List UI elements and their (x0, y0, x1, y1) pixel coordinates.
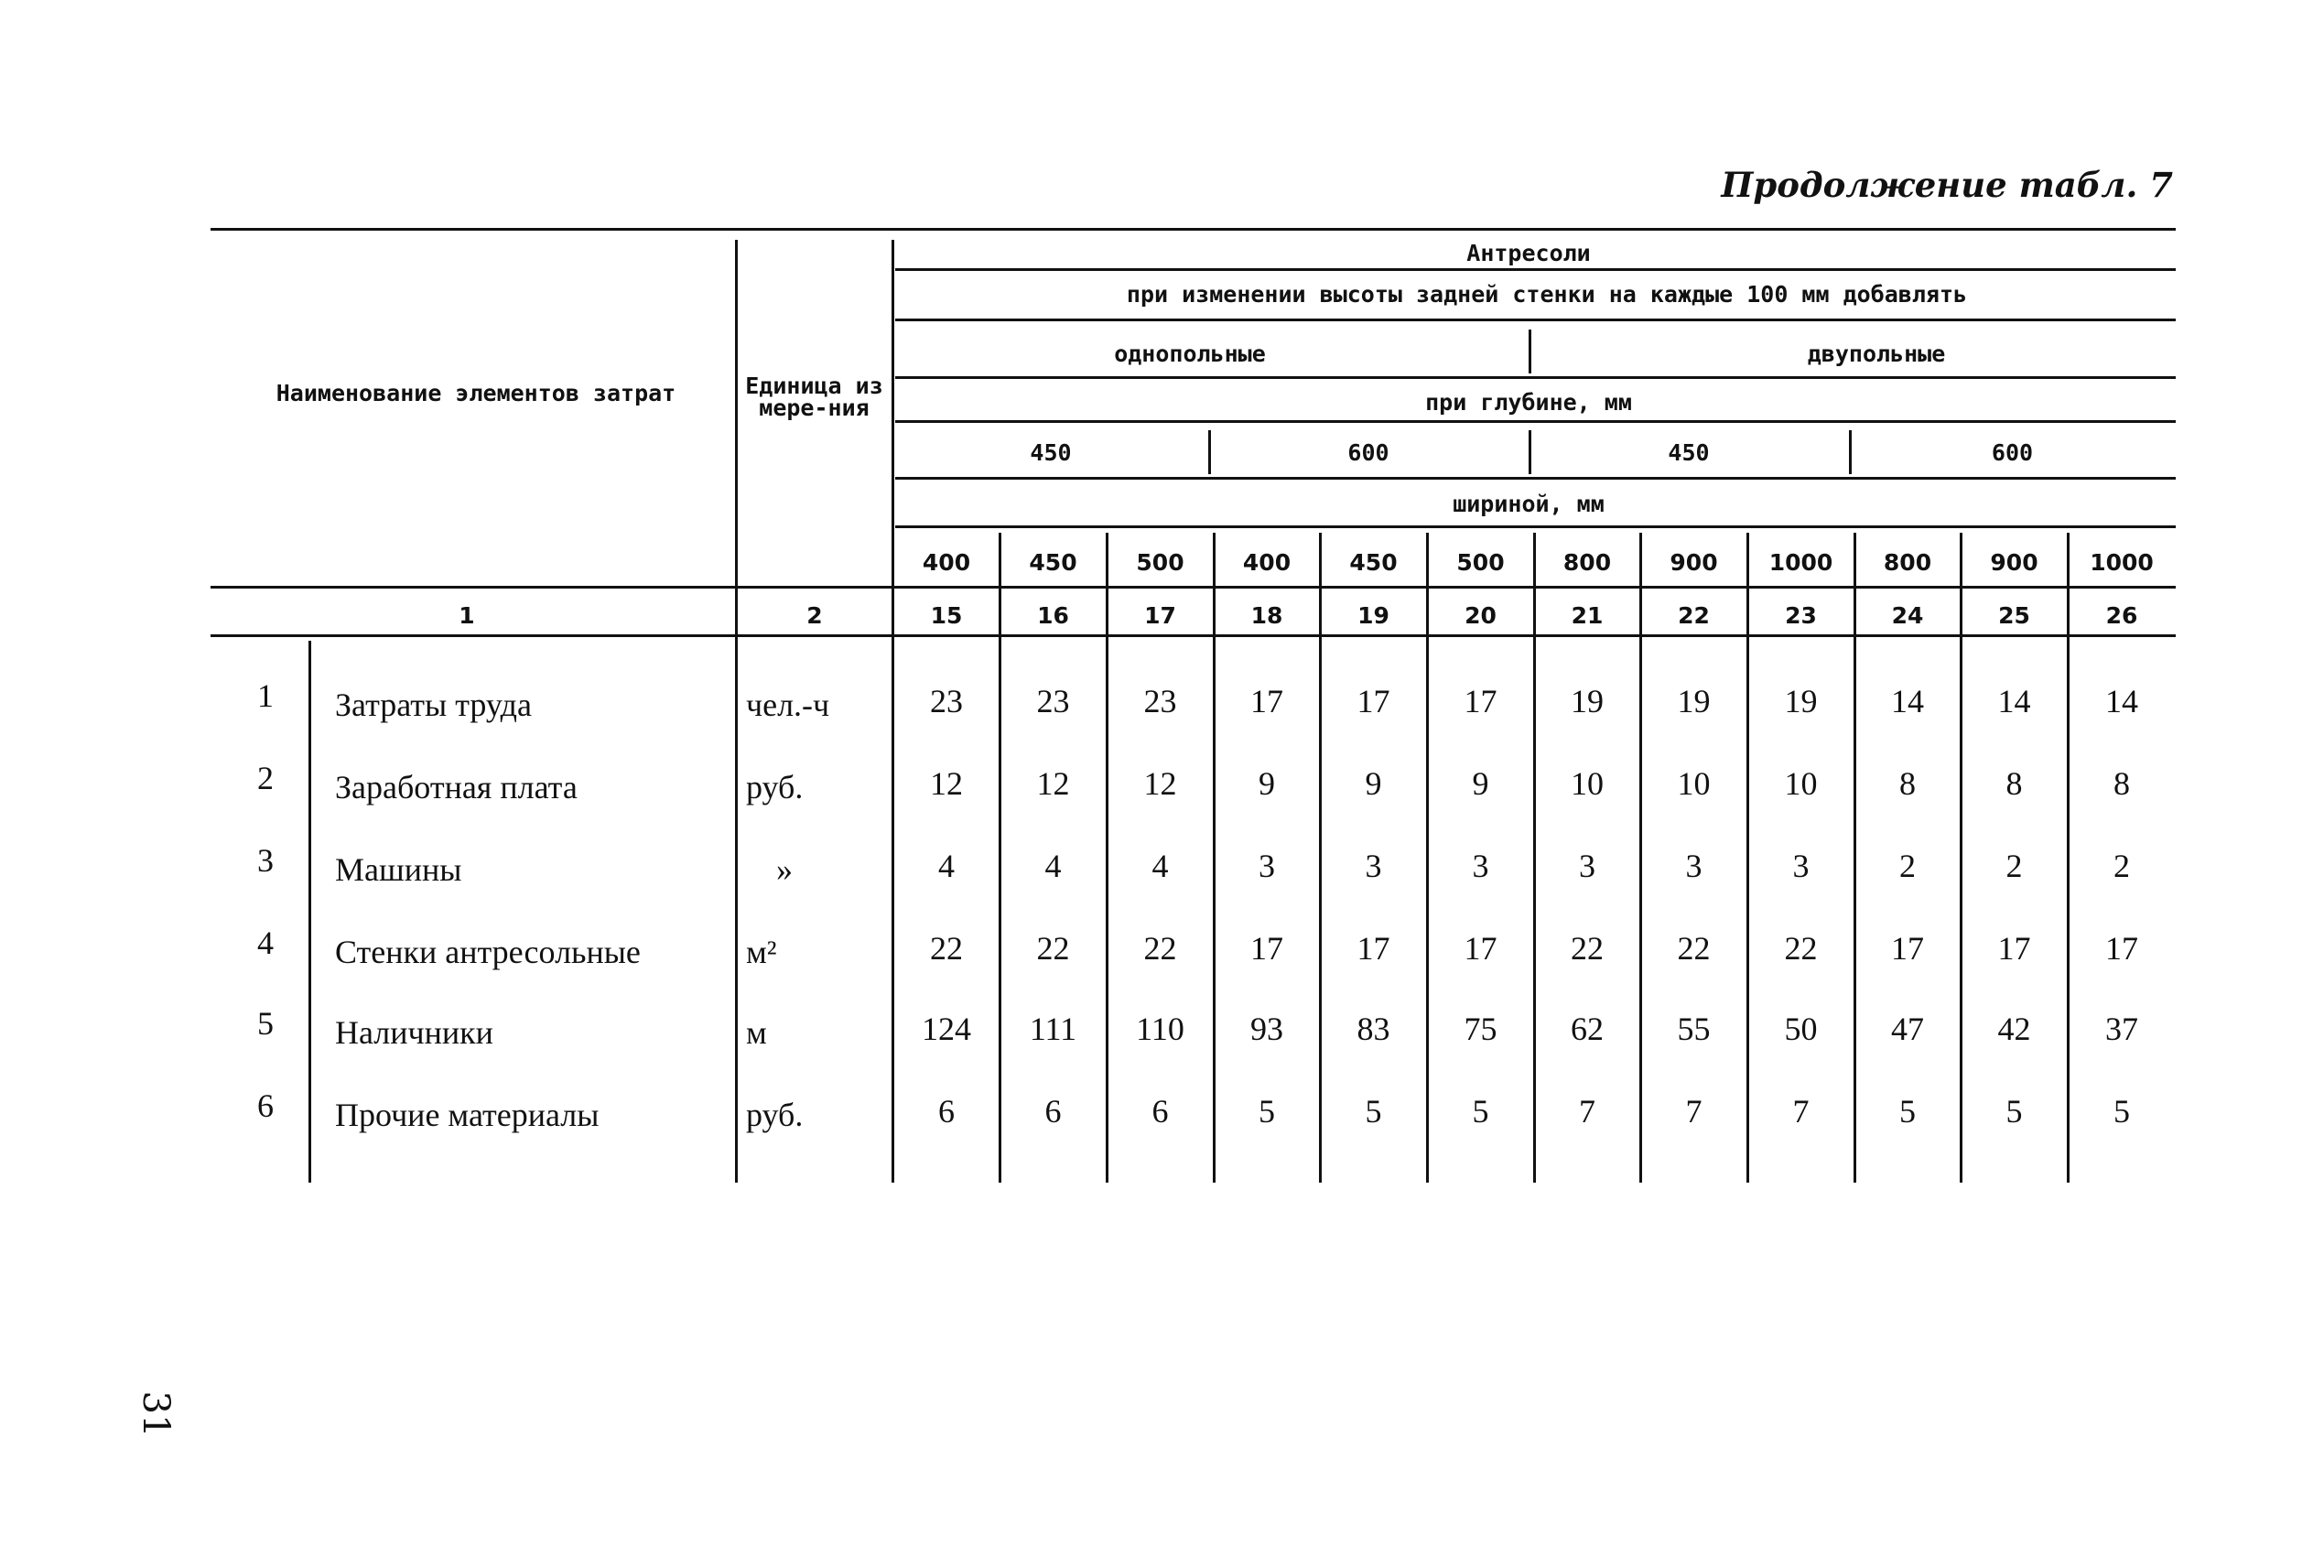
rule-v-data-col (1319, 533, 1322, 1183)
row-value: 17 (1464, 930, 1497, 967)
row-element-name: Машины (335, 851, 462, 888)
row-value: 22 (1784, 930, 1818, 967)
row-value: 10 (1784, 765, 1818, 802)
header-width-value: 800 (1883, 549, 1932, 576)
row-value: 3 (1365, 848, 1382, 884)
header-width-label: шириной, мм (1453, 491, 1605, 517)
row-value: 5 (1899, 1093, 1916, 1130)
column-number: 15 (930, 602, 963, 629)
rule-under-group (895, 268, 2176, 271)
row-index: 5 (257, 1005, 274, 1042)
row-index: 4 (257, 925, 274, 961)
row-value: 4 (1151, 848, 1169, 884)
row-value: 124 (922, 1011, 971, 1047)
rule-under-subtitle (895, 319, 2176, 321)
row-element-name: Наличники (335, 1014, 493, 1051)
row-value: 7 (1685, 1093, 1702, 1130)
header-width-value: 900 (1990, 549, 2038, 576)
row-index: 2 (257, 760, 274, 796)
row-value: 3 (1792, 848, 1810, 884)
row-value: 22 (1036, 930, 1070, 967)
row-element-name: Стенки антресольные (335, 934, 641, 970)
header-width-value: 450 (1029, 549, 1077, 576)
row-value: 19 (1677, 683, 1711, 719)
column-number: 26 (2105, 602, 2138, 629)
row-unit: руб. (746, 769, 804, 806)
rule-under-widths (211, 586, 2176, 589)
column-number: 17 (1144, 602, 1176, 629)
header-subtitle: при изменении высоты задней стенки на каждые 100 мм добавлять (1126, 281, 1968, 308)
header-unit: Единица измере-ния (745, 373, 883, 421)
header-depth-value: 600 (1347, 439, 1389, 466)
row-value: 5 (2113, 1093, 2130, 1130)
column-number: 24 (1891, 602, 1924, 629)
row-value: 3 (1579, 848, 1595, 884)
column-number: 21 (1571, 602, 1604, 629)
row-element-name: Заработная плата (335, 769, 578, 806)
row-value: 111 (1029, 1011, 1077, 1047)
row-value: 17 (2105, 930, 2138, 967)
row-value: 9 (1365, 765, 1382, 802)
header-width-value: 400 (1242, 549, 1292, 576)
row-value: 5 (2005, 1093, 2023, 1130)
rule-v-data-col (1213, 533, 1216, 1183)
rule-v-data-col (1746, 533, 1749, 1183)
row-unit: чел.-ч (746, 687, 830, 723)
row-value: 12 (1036, 765, 1070, 802)
row-value: 22 (1571, 930, 1604, 967)
header-depth-value: 450 (1668, 439, 1710, 466)
row-value: 37 (2105, 1011, 2138, 1047)
row-value: 17 (1357, 683, 1390, 719)
rule-under-type (895, 376, 2176, 379)
header-width-value: 1000 (2090, 549, 2154, 576)
row-value: 10 (1677, 765, 1711, 802)
row-unit: руб. (746, 1097, 804, 1133)
row-value: 2 (2113, 848, 2130, 884)
header-depth-label: при глубине, мм (1425, 389, 1632, 416)
row-value: 5 (1472, 1093, 1489, 1130)
rule-v-data-col (1639, 533, 1642, 1183)
row-value: 12 (930, 765, 963, 802)
header-element-name: Наименование элементов затрат (276, 380, 676, 406)
rule-under-width-label (895, 525, 2176, 528)
rule-v-data-col (1960, 533, 1962, 1183)
row-value: 2 (1899, 848, 1916, 884)
row-value: 4 (938, 848, 955, 884)
row-value: 75 (1464, 1011, 1497, 1047)
row-value: 14 (2105, 683, 2138, 719)
row-value: 8 (1899, 765, 1916, 802)
header-single-leaf: однопольные (1114, 341, 1266, 367)
row-value: 3 (1472, 848, 1489, 884)
row-value: 22 (1677, 930, 1711, 967)
header-width-value: 500 (1136, 549, 1184, 576)
row-value: 50 (1784, 1011, 1818, 1047)
row-value: 47 (1891, 1011, 1924, 1047)
row-value: 6 (1151, 1093, 1169, 1130)
row-index: 3 (257, 842, 274, 879)
header-width-value: 400 (922, 549, 971, 576)
table-caption: Продолжение табл. 7 (1721, 165, 2173, 205)
row-value: 9 (1259, 765, 1275, 802)
rule-v-data-col (999, 533, 1001, 1183)
row-value: 17 (1997, 930, 2031, 967)
rule-under-colnums (211, 634, 2176, 637)
column-number: 18 (1250, 602, 1283, 629)
row-value: 93 (1250, 1011, 1283, 1047)
row-value: 17 (1250, 683, 1283, 719)
row-value: 17 (1891, 930, 1924, 967)
rule-under-depths (895, 477, 2176, 480)
row-value: 83 (1357, 1011, 1390, 1047)
row-value: 5 (1259, 1093, 1275, 1130)
row-index: 6 (257, 1087, 274, 1124)
page-number: 31 (135, 1390, 177, 1438)
rule-v-data-col (1426, 533, 1429, 1183)
row-unit: м² (746, 934, 777, 970)
column-number: 25 (1998, 602, 2030, 629)
rule-v-data-col (1854, 533, 1856, 1183)
row-value: 17 (1250, 930, 1283, 967)
colnum-unit: 2 (806, 602, 823, 629)
row-value: 7 (1579, 1093, 1595, 1130)
row-value: 14 (1997, 683, 2031, 719)
row-value: 6 (938, 1093, 955, 1130)
header-width-value: 1000 (1768, 549, 1833, 576)
row-value: 22 (930, 930, 963, 967)
column-number: 16 (1037, 602, 1069, 629)
row-value: 19 (1571, 683, 1604, 719)
row-value: 62 (1571, 1011, 1604, 1047)
column-number: 23 (1785, 602, 1817, 629)
row-value: 23 (1036, 683, 1070, 719)
column-number: 19 (1357, 602, 1389, 629)
row-value: 10 (1571, 765, 1604, 802)
rule-v-type-split (1529, 330, 1531, 373)
rule-v-data-col (1533, 533, 1536, 1183)
row-value: 8 (2113, 765, 2130, 802)
rule-v-data-col (1106, 533, 1108, 1183)
row-value: 23 (1143, 683, 1177, 719)
column-number: 20 (1465, 602, 1497, 629)
row-value: 9 (1472, 765, 1489, 802)
row-index: 1 (257, 677, 274, 714)
row-value: 4 (1044, 848, 1062, 884)
rule-v-index-name (308, 641, 311, 1183)
header-group-mezzanines: Антресоли (1466, 240, 1591, 266)
header-width-value: 450 (1349, 549, 1398, 576)
header-depth-value: 450 (1030, 439, 1072, 466)
header-depth-value: 600 (1991, 439, 2034, 466)
row-value: 110 (1136, 1011, 1184, 1047)
rule-v-name-unit (735, 240, 738, 1183)
row-value: 23 (930, 683, 963, 719)
row-unit: м (746, 1014, 767, 1051)
row-value: 3 (1685, 848, 1702, 884)
rule-v-unit-data (892, 240, 894, 1183)
row-unit: » (776, 851, 793, 888)
row-value: 19 (1784, 683, 1818, 719)
row-value: 14 (1891, 683, 1924, 719)
row-value: 17 (1464, 683, 1497, 719)
rule-v-data-col (2067, 533, 2070, 1183)
row-value: 42 (1997, 1011, 2031, 1047)
header-double-leaf: двупольные (1807, 341, 1946, 367)
row-value: 3 (1259, 848, 1275, 884)
row-value: 55 (1677, 1011, 1711, 1047)
row-element-name: Затраты труда (335, 687, 532, 723)
row-value: 6 (1044, 1093, 1062, 1130)
colnum-name: 1 (459, 602, 475, 629)
column-number: 22 (1678, 602, 1710, 629)
header-width-value: 800 (1562, 549, 1612, 576)
header-width-value: 500 (1456, 549, 1505, 576)
row-value: 12 (1143, 765, 1177, 802)
row-value: 22 (1143, 930, 1177, 967)
row-value: 7 (1792, 1093, 1810, 1130)
rule-top (211, 228, 2176, 231)
rule-under-depth-label (895, 420, 2176, 423)
header-width-value: 900 (1670, 549, 1718, 576)
row-value: 5 (1365, 1093, 1382, 1130)
row-value: 17 (1357, 930, 1390, 967)
row-element-name: Прочие материалы (335, 1097, 600, 1133)
row-value: 8 (2005, 765, 2023, 802)
row-value: 2 (2005, 848, 2023, 884)
